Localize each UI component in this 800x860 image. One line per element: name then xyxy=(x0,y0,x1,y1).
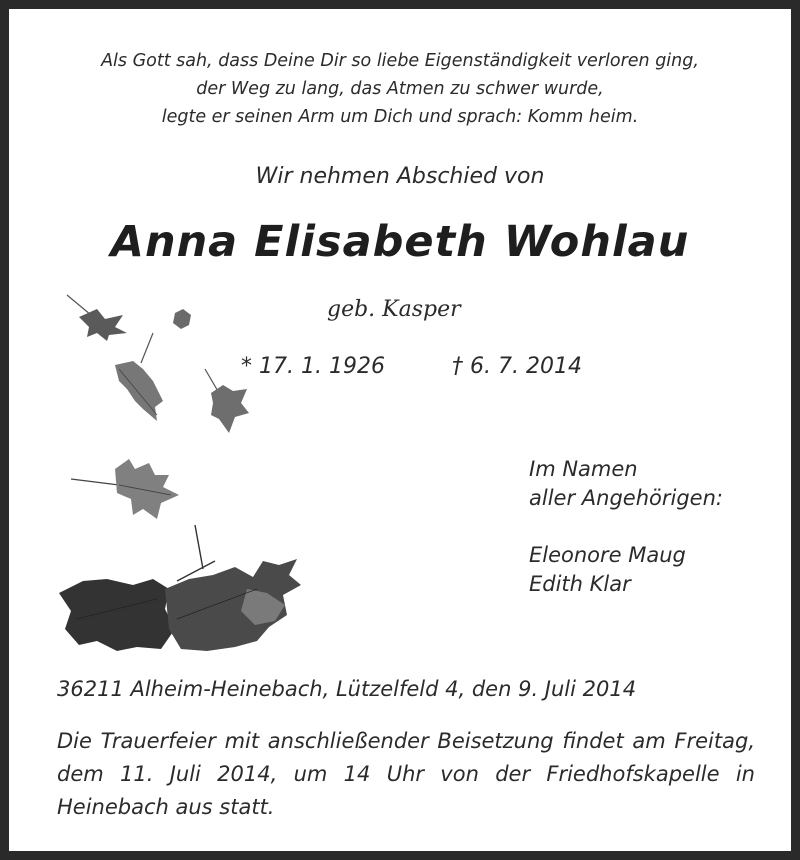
deceased-name: Anna Elisabeth Wohlau xyxy=(110,217,690,267)
poem-line: der Weg zu lang, das Atmen zu schwer wurde, xyxy=(196,79,604,99)
memorial-poem xyxy=(9,47,791,131)
signatories xyxy=(529,455,723,599)
maiden-name: geb. Kasper xyxy=(327,297,461,322)
maple-leaf-icon xyxy=(71,459,179,519)
maple-leaf-icon xyxy=(205,369,249,433)
death-date: † 6. 7. 2014 xyxy=(452,354,582,379)
maple-leaf-icon xyxy=(67,295,127,341)
signature-line: Im Namen xyxy=(529,457,638,481)
mourner-name: Edith Klar xyxy=(529,572,631,596)
birth-date: * 17. 1. 1926 xyxy=(241,354,385,379)
funeral-service-text: Die Trauerfeier mit anschließender Beisetzung findet am Freitag, dem 11. Juli 2014, um 14 Uhr von der Friedhofskapelle in Heinebach aus statt. xyxy=(57,729,755,819)
maple-leaf-icon xyxy=(59,525,301,651)
farewell-heading: Wir nehmen Abschied von xyxy=(255,164,545,189)
signature-line: aller Angehörigen: xyxy=(529,486,723,510)
address-line: 36211 Alheim-Heinebach, Lützelfeld 4, den 9. Juli 2014 xyxy=(57,677,637,701)
poem-line: Als Gott sah, dass Deine Dir so liebe Eigenständigkeit verloren ging, xyxy=(101,51,699,71)
poem-line: legte er seinen Arm um Dich und sprach: Komm heim. xyxy=(161,107,639,127)
mourner-name: Eleonore Maug xyxy=(529,543,686,567)
maple-leaf-icon xyxy=(115,333,163,421)
falling-leaves-illustration xyxy=(57,289,307,654)
maple-leaf-icon xyxy=(173,309,191,329)
